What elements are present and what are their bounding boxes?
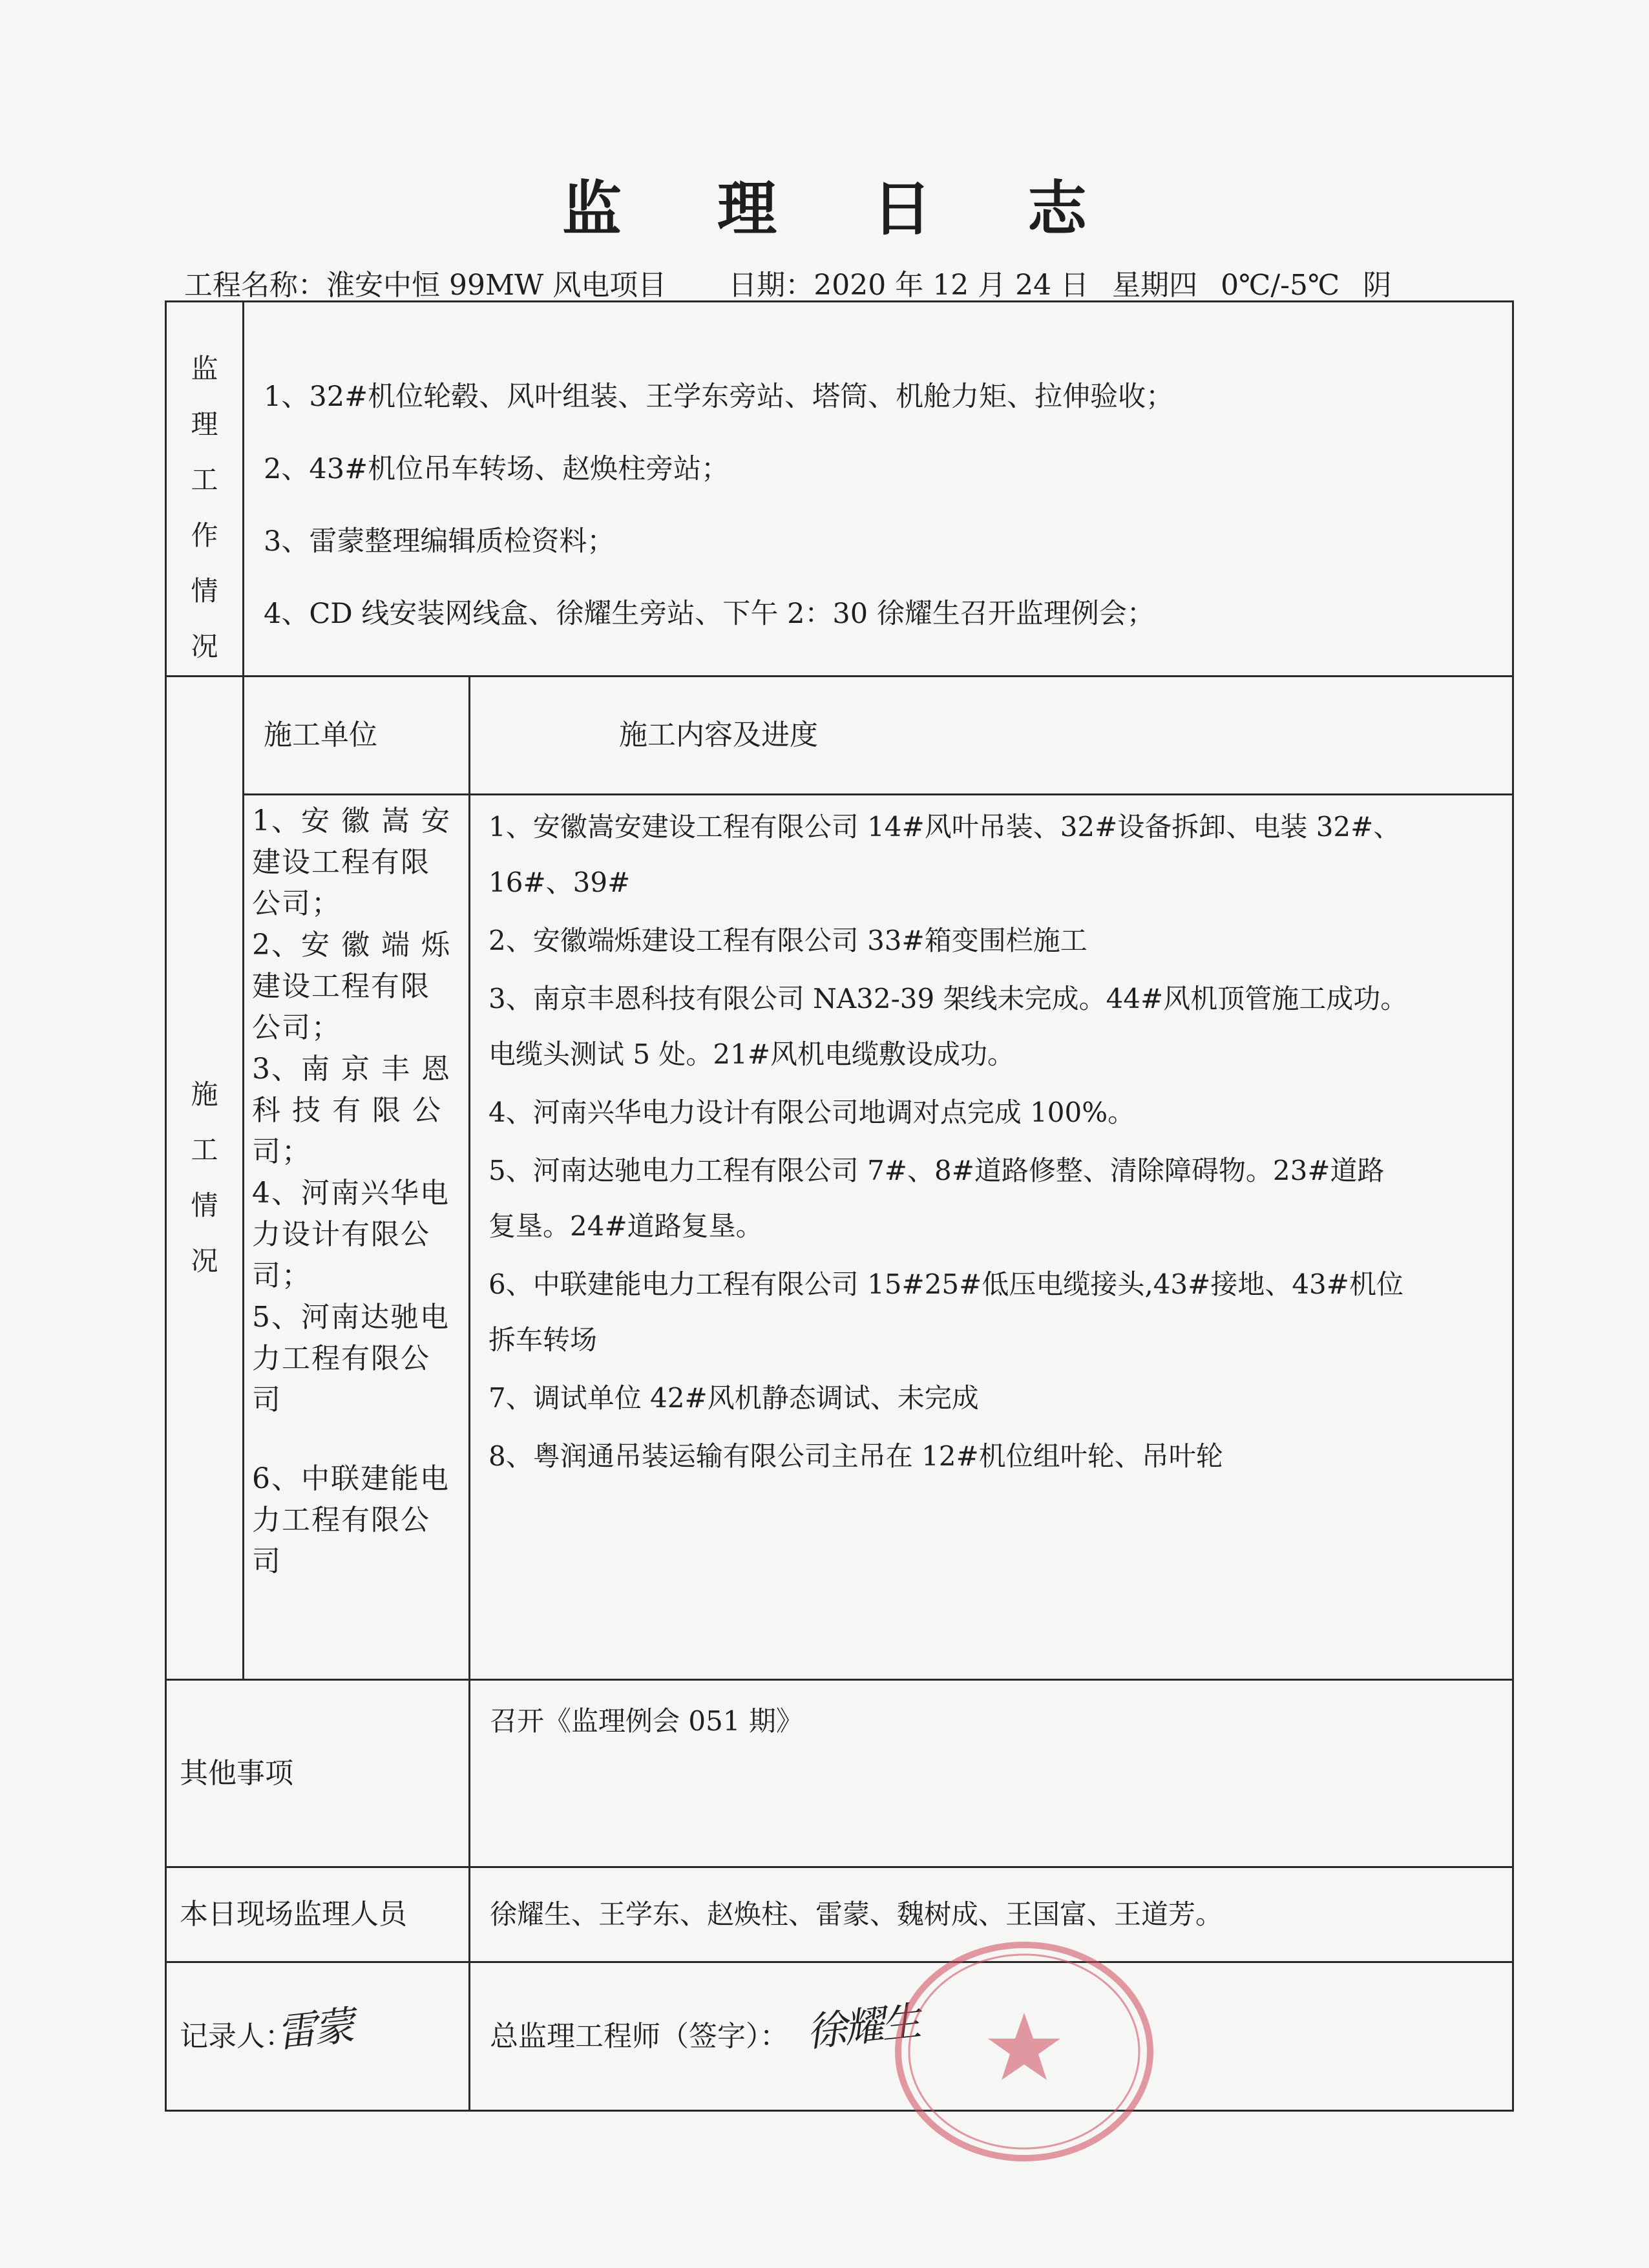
col-header-content: 施工内容及进度 [470, 677, 1513, 795]
other-label: 其他事项 [166, 1680, 470, 1867]
page-title: 监 理 日 志 [562, 174, 1125, 244]
content-item: 2、安徽端烁建设工程有限公司 33#箱变围栏施工 [488, 925, 1087, 956]
temperature: 0℃/-5℃ [1221, 269, 1340, 302]
work-item: 3、雷蒙整理编辑质检资料； [264, 525, 615, 558]
signature-row [166, 1962, 1513, 2111]
staff-label: 本日现场监理人员 [166, 1867, 470, 1962]
work-item: 2、43#机位吊车转场、赵焕柱旁站； [264, 453, 730, 485]
construction-label: 施 工 情 况 [166, 677, 244, 1680]
project-label: 工程名称： [184, 269, 326, 302]
content-item: 1、安徽嵩安建设工程有限公司 14#风叶吊装、32#设备拆卸、电装 32#、 16#、39# [488, 811, 1401, 898]
work-row [166, 302, 1513, 677]
construction-units: 1、安 徽 嵩 安 建设工程有限 公司； 2、安 徽 端 烁 建设工程有限 公司； 3、南 京 丰 恩 科 技 有 限 公 司； 4、河南兴华电 力设计有限公 司； 5、河南达驰电 力工程有限公 司 6、中联建能电 力工程有限公 司 [244, 795, 470, 1680]
other-row [166, 1680, 1513, 1867]
project-name: 淮安中恒 99MW 风电项目 [326, 269, 667, 302]
chief-cell [470, 1962, 1513, 2111]
date-label: 日期： [728, 269, 814, 302]
content-item: 7、调试单位 42#风机静态调试、未完成 [488, 1382, 979, 1414]
content-item: 6、中联建能电力工程有限公司 15#25#低压电缆接头,43#接地、43#机位 拆车转场 [488, 1268, 1403, 1356]
construction-body-row [166, 795, 1513, 1680]
weather: 阴 [1363, 269, 1392, 302]
recorder-label: 记录人： [180, 2019, 293, 2053]
construction-contents [470, 795, 1513, 1680]
content-item: 3、南京丰恩科技有限公司 NA32-39 架线未完成。44#风机顶管施工成功。 电缆头测试 5 处。21#风机电缆敷设成功。 [488, 983, 1408, 1070]
work-items [244, 302, 1513, 677]
staff-row [166, 1867, 1513, 1962]
content-item: 8、粤润通吊装运输有限公司主吊在 12#机位组叶轮、吊叶轮 [488, 1440, 1223, 1472]
content-item: 4、河南兴华电力设计有限公司地调对点完成 100%。 [488, 1097, 1135, 1128]
content-item: 5、河南达驰电力工程有限公司 7#、8#道路修整、清除障碍物。23#道路 复垦。24#道路复垦。 [488, 1155, 1385, 1242]
work-label: 监 理 工 作 情 况 [166, 302, 244, 677]
col-header-unit: 施工单位 [244, 677, 470, 795]
weekday: 星期四 [1112, 269, 1198, 302]
chief-label: 总监理工程师（签字）： [490, 2019, 788, 2053]
work-item: 1、32#机位轮毂、风叶组装、王学东旁站、塔筒、机舱力矩、拉伸验收； [264, 381, 1174, 413]
recorder-cell [166, 1962, 470, 2111]
work-item: 4、CD 线安装网线盒、徐耀生旁站、下午 2：30 徐耀生召开监理例会； [264, 598, 1155, 630]
other-text: 召开《监理例会 051 期》 [470, 1680, 1513, 1867]
staff-names: 徐耀生、王学东、赵焕柱、雷蒙、魏树成、王国富、王道芳。 [470, 1867, 1513, 1962]
header-info [184, 262, 1554, 303]
chief-signature: 徐耀生 [804, 1997, 921, 2056]
recorder-signature: 雷蒙 [274, 2002, 354, 2057]
date: 2020 年 12 月 24 日 [814, 269, 1089, 302]
log-table [165, 300, 1514, 2112]
construction-header-row [166, 677, 1513, 795]
